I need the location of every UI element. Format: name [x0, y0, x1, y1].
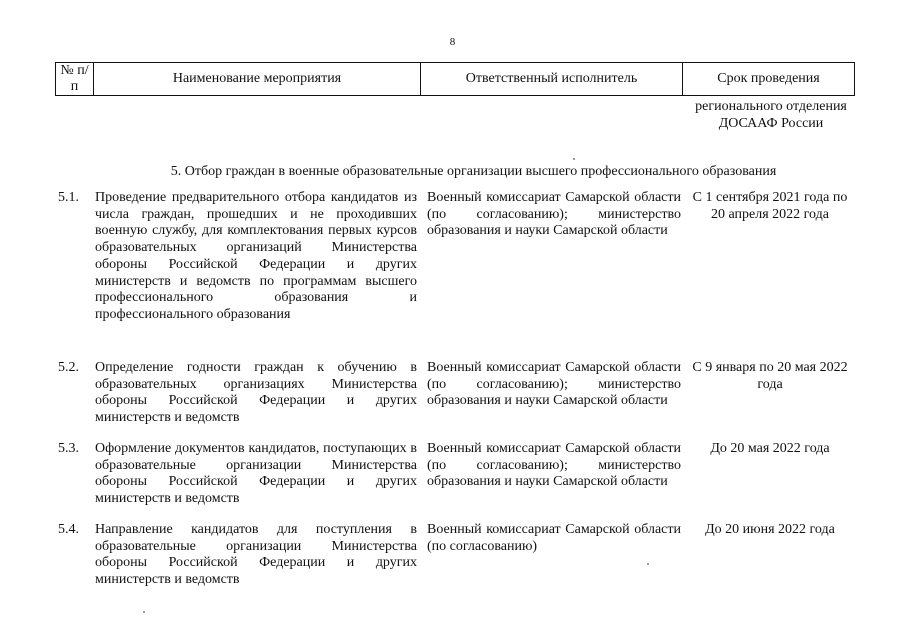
header-name: Наименование мероприятия: [94, 63, 421, 96]
row-description: Определение годности граждан к обучению в образовательных организациях Министерства обороны Российской Федерации и других министерств и ведомств: [95, 360, 417, 426]
header-term: Срок проведения: [683, 63, 855, 96]
header-responsible: Ответственный исполнитель: [421, 63, 683, 96]
scan-speck: [573, 158, 575, 160]
table-header: [55, 62, 855, 96]
row-description: Направление кандидатов для поступления в образовательные организации Министерства обороны Российской Федерации и других министерств и ведомств: [95, 522, 417, 588]
scan-speck: [647, 563, 649, 565]
scan-speck: [143, 611, 145, 613]
row-term: С 9 января по 20 мая 2022 года: [692, 360, 848, 392]
row-number: 5.2.: [58, 360, 79, 375]
row-responsible: Военный комиссариат Самарской области (по согласованию); министерство образования и науки Самарской области: [427, 360, 681, 409]
row-number: 5.1.: [58, 190, 79, 205]
row-responsible: Военный комиссариат Самарской области (по согласованию); министерство образования и науки Самарской области: [427, 190, 681, 239]
row-responsible: Военный комиссариат Самарской области (по согласованию): [427, 522, 681, 554]
row-responsible: Военный комиссариат Самарской области (по согласованию); министерство образования и науки Самарской области: [427, 441, 681, 490]
carryover-text: регионального отделения ДОСААФ России: [695, 99, 847, 131]
page-number: 8: [449, 36, 456, 48]
row-number: 5.4.: [58, 522, 79, 537]
row-term: С 1 сентября 2021 года по 20 апреля 2022 года: [692, 190, 848, 222]
row-term: До 20 июня 2022 года: [705, 522, 835, 537]
header-num: № п/п: [56, 63, 94, 96]
row-description: Проведение предварительного отбора кандидатов из числа граждан, прошедших и не проходивших военную службу, для комплектования первых курсов образовательных организаций Министерства обороны Российской Федерации и других министерств и ведомств по программам высшего профессионального образования и профессионального образования: [95, 190, 417, 322]
row-number: 5.3.: [58, 441, 79, 456]
row-term: До 20 мая 2022 года: [710, 441, 830, 456]
section-title: 5. Отбор граждан в военные образовательные организации высшего профессионального образования: [170, 164, 777, 179]
row-description: Оформление документов кандидатов, поступающих в образовательные организации Министерства обороны Российской Федерации и других министерств и ведомств: [95, 441, 417, 507]
